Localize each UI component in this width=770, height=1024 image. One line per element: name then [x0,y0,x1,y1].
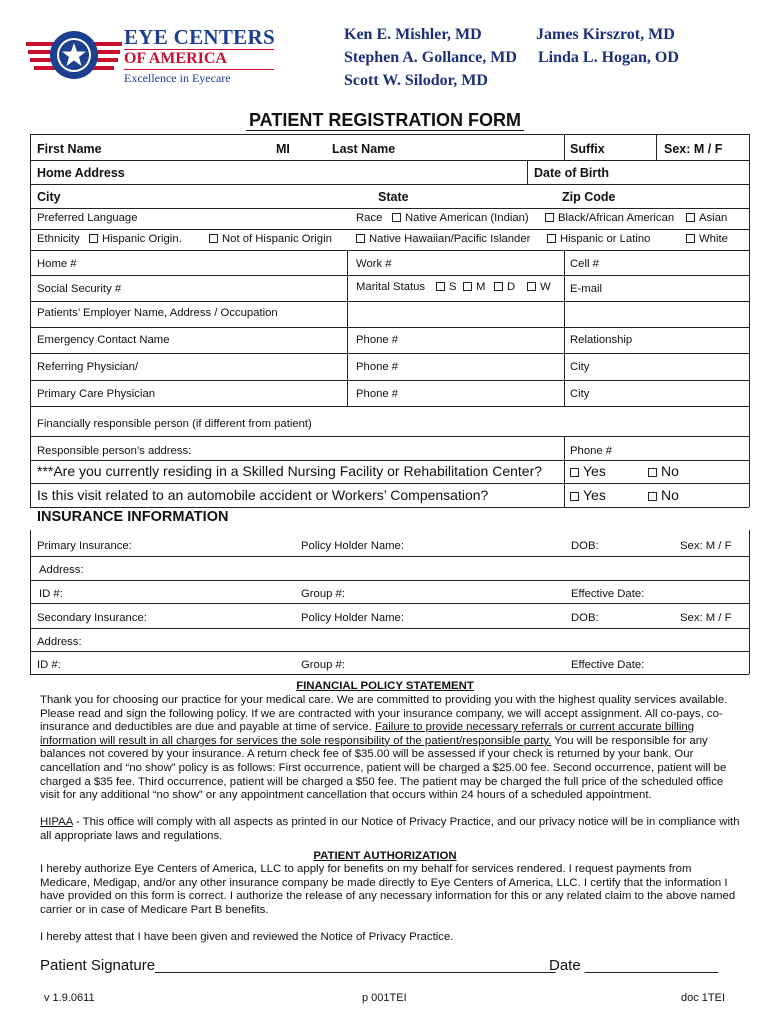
accident-yes-option[interactable]: Yes [570,488,606,502]
insurance-sex-label: Sex: M / F [680,540,732,552]
nursing-no-option[interactable]: No [648,464,679,478]
secondary-id-label: ID #: [37,659,61,671]
responsible-phone-label: Phone # [570,445,613,457]
nursing-yes-option[interactable]: Yes [570,464,606,478]
checkbox-icon[interactable] [356,234,365,243]
home-phone-label: Home # [37,258,77,270]
secondary-policy-holder-label: Policy Holder Name: [301,612,404,624]
race-label: Race [356,212,383,224]
checkbox-icon[interactable] [494,282,503,291]
insurance-dob-label: DOB: [571,540,599,552]
sex-label: Sex: M / F [664,142,723,156]
primary-care-city-label: City [570,388,590,400]
date-of-birth-label: Date of Birth [534,166,609,180]
ethnicity-not-hispanic-option[interactable]: Not of Hispanic Origin [209,232,332,246]
doctor-name: Stephen A. Gollance, MD [344,49,517,66]
checkbox-icon[interactable] [89,234,98,243]
ethnicity-label: Ethnicity [37,233,80,245]
version-label: v 1.9.0611 [44,992,95,1004]
signature-date-line[interactable]: Date ________________ [549,957,719,974]
nursing-facility-question: ***Are you currently residing in a Skilled Nursing Facility or Rehabilitation Center? [37,463,543,479]
logo-divider [124,69,274,70]
ethnicity-hispanic-option[interactable]: Hispanic Origin. [89,232,182,246]
doc-code-label: doc 1TEI [681,992,726,1004]
checkbox-icon[interactable] [570,468,579,477]
checkbox-icon[interactable] [392,213,401,222]
policy-holder-label: Policy Holder Name: [301,540,404,552]
secondary-insurance-label: Secondary Insurance: [37,612,147,624]
doctor-name: Scott W. Silodor, MD [344,72,488,89]
logo-tagline: Excellence in Eyecare [124,71,231,85]
secondary-group-label: Group #: [301,659,345,671]
middle-initial-label: MI [276,142,290,156]
checkbox-icon[interactable] [463,282,472,291]
race-native-american-option[interactable]: Native American (Indian) [392,211,529,225]
checkbox-icon[interactable] [686,213,695,222]
marital-divorced-option[interactable]: D [494,280,515,294]
checkbox-icon[interactable] [209,234,218,243]
insurance-section-title: INSURANCE INFORMATION [37,509,229,525]
secondary-sex-label: Sex: M / F [680,612,732,624]
referring-physician-label: Referring Physician/ [37,361,139,373]
checkbox-icon[interactable] [527,282,536,291]
work-phone-label: Work # [356,258,392,270]
state-label: State [378,190,409,204]
email-label: E-mail [570,283,603,295]
logo-title: EYE CENTERS [124,25,275,49]
primary-care-phone-label: Phone # [356,388,399,400]
ssn-label: Social Security # [37,283,122,295]
patient-authorization-heading: PATIENT AUTHORIZATION [313,850,457,862]
checkbox-icon[interactable] [648,492,657,501]
doctor-name: James Kirszrot, MD [536,26,675,43]
hipaa-text: HIPAA - This office will comply with all aspects as printed in our Notice of Privacy Practice, and our privacy notice will be in compliance with all appropriate laws and regulations. [40,816,740,842]
secondary-dob-label: DOB: [571,612,599,624]
form-title: PATIENT REGISTRATION FORM [0,110,770,131]
primary-id-label: ID #: [39,588,63,600]
employer-label: Patients’ Employer Name, Address / Occupation [37,307,278,319]
marital-married-option[interactable]: M [463,280,485,294]
primary-group-label: Group #: [301,588,345,600]
first-name-label: First Name [37,142,102,156]
zip-code-label: Zip Code [562,190,616,204]
checkbox-icon[interactable] [570,492,579,501]
marital-status-label: Marital Status [356,281,426,293]
financial-policy-heading: FINANCIAL POLICY STATEMENT [296,680,474,692]
accident-no-option[interactable]: No [648,488,679,502]
doctor-name: Linda L. Hogan, OD [538,49,679,66]
checkbox-icon[interactable] [648,468,657,477]
city-label: City [37,190,61,204]
race-hispanic-latino-option[interactable]: Hispanic or Latino [547,232,650,246]
checkbox-icon[interactable] [545,213,554,222]
checkbox-icon[interactable] [686,234,695,243]
referring-phone-label: Phone # [356,361,399,373]
race-asian-option[interactable]: Asian [686,211,727,225]
secondary-effective-date-label: Effective Date: [571,659,645,671]
primary-address-label: Address: [39,564,84,576]
financial-policy-text: Thank you for choosing our practice for your medical care. We are committed to providing you with the highest quality services available. Please read and sign the following policy. If we are contracted with your insurance company, we will accept assignment. All co-pays, co-insurance and deductibles are due and payable at time of service. Failure to provide necessary referrals or current accurate billing information will result in all charges for services the sole responsibility of the patient/responsible party. You will be responsible for any balances not covered by your insurance. A return check fee of $35.00 will be assessed if your check is returned by your bank. Our cancellation and “no show” policy is as follows: First occurrence, patient will be charged a $25.00 fee. Second occurrence, patient will be charged a $35 fee. Third occurrence, patient will be charged a $50 fee. The patient may be charged the full price of the scheduled office visit for any additional “no show” or any appointment cancellation that occurs within 24 hours of a scheduled appointment. [40,694,728,802]
home-address-label: Home Address [37,166,125,180]
emergency-contact-label: Emergency Contact Name [37,334,170,346]
page-code-label: p 001TEI [362,992,407,1004]
doctor-name: Ken E. Mishler, MD [344,26,482,43]
race-black-option[interactable]: Black/African American [545,211,674,225]
privacy-attestation-text: I hereby attest that I have been given and reviewed the Notice of Privacy Practice. [40,931,454,943]
authorization-text: I hereby authorize Eye Centers of America, LLC to apply for benefits on my behalf for services rendered. I request payments from Medicare, Medigap, and/or any other insurance company be made directly to Eye Centers of America, LLC. I certify that the information I have provided on this form is correct. I authorize the release of any necessary information for this or any related claim to the above named carrier or in case of Medicare Part B benefits. [40,863,736,916]
suffix-label: Suffix [570,142,605,156]
primary-insurance-label: Primary Insurance: [37,540,132,552]
emergency-phone-label: Phone # [356,334,399,346]
accident-question: Is this visit related to an automobile accident or Workers’ Compensation? [37,487,489,503]
last-name-label: Last Name [332,142,396,156]
patient-signature-line[interactable]: Patient Signature________________________________________________ [40,957,556,974]
cell-phone-label: Cell # [570,258,599,270]
logo-subtitle: OF AMERICA [124,50,227,67]
eye-centers-logo-icon [26,22,122,88]
secondary-address-label: Address: [37,636,82,648]
referring-city-label: City [570,361,590,373]
race-white-option[interactable]: White [686,232,728,246]
marital-single-option[interactable]: S [436,280,457,294]
financially-responsible-label: Financially responsible person (if different from patient) [37,418,312,430]
checkbox-icon[interactable] [436,282,445,291]
relationship-label: Relationship [570,334,633,346]
primary-effective-date-label: Effective Date: [571,588,645,600]
race-hawaiian-option[interactable]: Native Hawaiian/Pacific Islander [356,232,530,246]
preferred-language-label: Preferred Language [37,212,138,224]
responsible-address-label: Responsible person’s address: [37,445,192,457]
marital-widowed-option[interactable]: W [527,280,551,294]
checkbox-icon[interactable] [547,234,556,243]
primary-care-label: Primary Care Physician [37,388,156,400]
